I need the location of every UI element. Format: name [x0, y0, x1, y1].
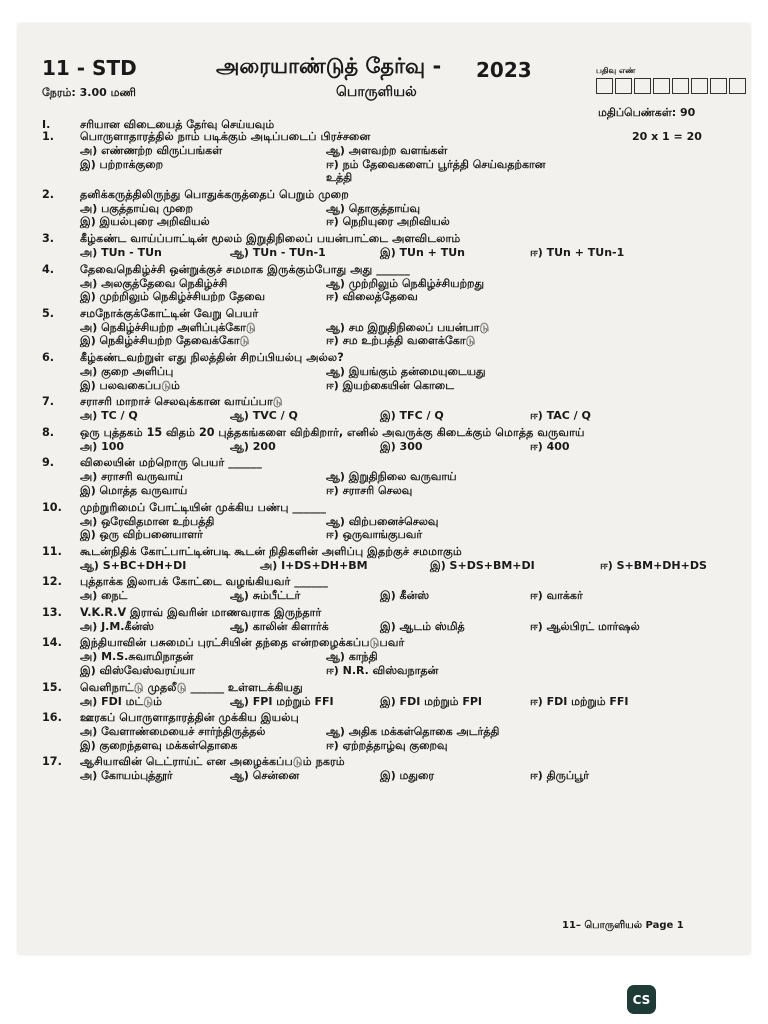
- question-item: [42, 575, 742, 603]
- question-text: கூடன்நிதிக் கோட்பாட்டின்படி கூடன் நிதிகளின் அளிப்பு இதற்குச் சமமாகும்: [80, 544, 462, 558]
- answer-option: அ) M.S.சுவாமிநாதன்: [80, 650, 194, 664]
- question-number: 12.: [42, 575, 62, 589]
- register-number-block: [596, 66, 748, 94]
- register-box: [653, 78, 670, 94]
- question-item: [42, 395, 742, 423]
- answer-option: இ) கீன்ஸ்: [380, 589, 430, 603]
- question-row: [42, 351, 742, 365]
- question-row: [42, 711, 742, 725]
- option-grid: [80, 246, 742, 260]
- answer-option: ஆ) TVC / Q: [230, 409, 298, 423]
- question-row: [42, 681, 742, 695]
- part-number: I.: [42, 118, 51, 131]
- answer-option: இ) இயல்புரை அறிவியல்: [80, 215, 210, 229]
- question-item: [42, 351, 742, 392]
- question-text: இந்தியாவின் பசுமைப் புரட்சியின் தந்தை என்றழைக்கப்படுபவர்: [80, 636, 405, 650]
- class-label: 11 - STD: [42, 56, 137, 80]
- option-grid: [80, 365, 742, 392]
- question-row: [42, 263, 742, 277]
- answer-option: ஈ) TAC / Q: [530, 409, 591, 423]
- question-number: 3.: [42, 231, 55, 245]
- question-item: [42, 606, 742, 634]
- answer-option: ஆ) தொகுத்தாய்வு: [326, 201, 420, 215]
- answer-option: ஆ) சென்னை: [230, 769, 300, 783]
- option-grid: [80, 277, 742, 304]
- answer-option: அ) நைட்: [80, 589, 128, 603]
- answer-option: ஈ) விலைத்தேவை: [326, 290, 418, 304]
- question-number: 13.: [42, 605, 62, 619]
- answer-option: அ) ஒரேவிதமான உற்பத்தி: [80, 514, 215, 528]
- question-text: வெளிநாட்டு முதலீடு ______ உள்ளடக்கியது: [80, 680, 303, 694]
- option-grid: [80, 650, 742, 677]
- question-row: [42, 545, 742, 559]
- answer-option: ஈ) N.R. விஸ்வநாதன்: [326, 664, 439, 678]
- answer-option: இ) FDI மற்றும் FPI: [380, 694, 483, 708]
- question-text: முற்றுரிமைப் போட்டியின் முக்கிய பண்பு ______: [80, 500, 326, 514]
- option-grid: [80, 589, 742, 603]
- answer-option: அ) குறை அளிப்பு: [80, 364, 174, 378]
- question-row: [42, 755, 742, 769]
- answer-option: இ) 300: [380, 439, 423, 453]
- answer-option: ஆ) விற்பனைச்செலவு: [326, 514, 439, 528]
- exam-paper: [18, 24, 750, 954]
- part-instruction: சரியான விடையைத் தேர்வு செய்யவும்: [80, 118, 275, 131]
- question-text: ஊரகப் பொருளாதாரத்தின் முக்கிய இயல்பு: [80, 711, 299, 725]
- answer-option: ஈ) இயற்கையின் கொடை: [326, 378, 454, 392]
- camscanner-logo-icon: CS: [627, 985, 656, 1014]
- answer-option: ஆ) சும்பீட்டர்: [230, 589, 301, 603]
- question-item: [42, 456, 742, 497]
- question-row: [42, 426, 742, 440]
- answer-option: அ) வேளாண்மையைச் சார்ந்திருத்தல்: [80, 725, 266, 739]
- exam-title: அரையாண்டுத் தேர்வு -: [216, 54, 442, 78]
- exam-year: 2023: [476, 58, 532, 82]
- option-grid: [80, 515, 742, 542]
- question-row: [42, 232, 742, 246]
- answer-option: ஈ) நம் தேவைகளைப் பூர்த்தி செய்வதற்கான உத்தி: [326, 157, 546, 185]
- question-item: [42, 232, 742, 260]
- question-row: [42, 636, 742, 650]
- question-text: புத்தாக்க இலாபக் கோட்டை வழங்கியவர் ______: [80, 575, 328, 589]
- option-grid: [80, 559, 742, 573]
- question-row: [42, 575, 742, 589]
- answer-option: ஈ) சம உற்பத்தி வளைக்கோடு: [326, 334, 476, 348]
- question-text: விலையின் மற்றொரு பெயர் ______: [80, 456, 262, 470]
- option-grid: [80, 725, 742, 752]
- question-list: [42, 130, 742, 786]
- question-number: 10.: [42, 500, 62, 514]
- answer-option: ஈ) நெறியுரை அறிவியல்: [326, 215, 450, 229]
- answer-option: இ) குறைந்தளவு மக்கள்தொகை: [80, 738, 238, 752]
- answer-option: ஆ) முற்றிலும் நெகிழ்ச்சியற்றது: [326, 276, 485, 290]
- question-row: [42, 130, 742, 144]
- answer-option: அ) J.M.கீன்ஸ்: [80, 619, 154, 633]
- option-grid: [80, 440, 742, 454]
- register-number-label: பதிவு எண்: [596, 66, 636, 75]
- answer-option: ஆ) S+BC+DH+DI: [80, 558, 187, 572]
- answer-option: அ) நெகிழ்ச்சியற்ற அளிப்புக்கோடு: [80, 320, 256, 334]
- question-number: 2.: [42, 187, 55, 201]
- answer-option: அ) எண்ணற்ற விருப்பங்கள்: [80, 144, 223, 157]
- answer-option: ஆ) அளவற்ற வளங்கள்: [326, 144, 448, 157]
- question-number: 8.: [42, 425, 55, 439]
- question-number: 17.: [42, 755, 62, 769]
- answer-option: ஆ) அதிக மக்கள்தொகை அடர்த்தி: [326, 725, 500, 739]
- answer-option: அ) பகுத்தாய்வு முறை: [80, 201, 193, 215]
- answer-option: அ) FDI மட்டும்: [80, 694, 162, 708]
- answer-option: இ) TFC / Q: [380, 409, 444, 423]
- part-score: 20 x 1 = 20: [632, 130, 702, 143]
- register-box: [615, 78, 632, 94]
- question-text: தனிக்கருத்திலிருந்து பொதுக்கருத்தைப் பெறும் முறை: [80, 187, 349, 201]
- answer-option: இ) மொத்த வருவாய்: [80, 483, 188, 497]
- question-item: [42, 636, 742, 677]
- question-text: ஒரு புத்தகம் 15 விதம் 20 புத்தகங்களை விற்கிறார், எனில் அவருக்கு கிடைக்கும் மொத்த வருவாய்: [80, 425, 585, 439]
- question-item: [42, 711, 742, 752]
- answer-option: ஈ) சராசரி செலவு: [326, 483, 413, 497]
- register-number-boxes: [596, 78, 748, 94]
- option-grid: [80, 144, 742, 185]
- question-number: 16.: [42, 711, 62, 725]
- question-number: 1.: [42, 130, 55, 143]
- answer-option: இ) நெகிழ்ச்சியற்ற தேவைக்கோடு: [80, 334, 250, 348]
- max-marks: மதிப்பெண்கள்: 90: [598, 106, 696, 119]
- answer-option: ஆ) இயங்கும் தன்மையுடையது: [326, 364, 486, 378]
- answer-option: ஈ) திருப்பூர்: [530, 769, 590, 783]
- exam-duration: நேரம்: 3.00 மணி: [42, 86, 136, 99]
- question-row: [42, 395, 742, 409]
- page-footer: 11– பொருளியல் Page 1: [562, 920, 684, 931]
- question-text: V.K.R.V இராவ் இவரின் மாணவராக இருந்தார்: [80, 605, 322, 619]
- question-item: [42, 426, 742, 454]
- register-box: [710, 78, 727, 94]
- option-grid: [80, 620, 742, 634]
- question-item: [42, 307, 742, 348]
- answer-option: ஆ) 200: [230, 439, 276, 453]
- question-text: கீழ்கண்டவற்றுள் எது நிலத்தின் சிறப்பியல்பு அல்ல?: [80, 350, 344, 364]
- answer-option: ஆ) இறுதிநிலை வருவாய்: [326, 470, 457, 484]
- option-grid: [80, 321, 742, 348]
- question-row: [42, 188, 742, 202]
- option-grid: [80, 769, 742, 783]
- answer-option: அ) அலகுத்தேவை நெகிழ்ச்சி: [80, 276, 228, 290]
- answer-option: இ) விஸ்வேஸ்வரய்யா: [80, 664, 195, 678]
- question-number: 11.: [42, 544, 62, 558]
- question-text: ஆசியாவின் டெட்ராய்ட் என அழைக்கப்படும் நகரம்: [80, 755, 345, 769]
- question-text: கீழ்கண்ட வாய்ப்பாட்டின் மூலம் இறுதிநிலைப் பயன்பாட்டை அளவிடலாம்: [80, 231, 461, 245]
- answer-option: அ) TC / Q: [80, 409, 138, 423]
- question-number: 9.: [42, 456, 55, 470]
- question-text: சராசரி மாறாச் செலவுக்கான வாய்ப்பாடு: [80, 395, 283, 409]
- answer-option: இ) மதுரை: [380, 769, 435, 783]
- answer-option: ஈ) FDI மற்றும் FFI: [530, 694, 629, 708]
- answer-option: ஆ) TUn - TUn-1: [230, 245, 326, 259]
- answer-option: ஈ) வாக்கர்: [530, 589, 583, 603]
- question-number: 14.: [42, 636, 62, 650]
- answer-option: ஈ) ஆல்பிரட் மார்ஷல்: [530, 619, 640, 633]
- question-item: [42, 681, 742, 709]
- question-text: தேவைநெகிழ்ச்சி ஒன்றுக்குச் சமமாக இருக்கும்போது அது ______: [80, 262, 410, 276]
- question-number: 5.: [42, 306, 55, 320]
- question-number: 15.: [42, 680, 62, 694]
- question-item: [42, 130, 742, 185]
- answer-option: ஆ) காலின் கிளார்க்: [230, 619, 329, 633]
- register-box: [596, 78, 613, 94]
- option-grid: [80, 695, 742, 709]
- question-row: [42, 456, 742, 470]
- answer-option: ஈ) TUn + TUn-1: [530, 245, 625, 259]
- answer-option: இ) TUn + TUn: [380, 245, 465, 259]
- answer-option: இ) பற்றாக்குறை: [80, 157, 164, 171]
- answer-option: ஈ) 400: [530, 439, 570, 453]
- question-number: 6.: [42, 350, 55, 364]
- answer-option: இ) ஒரு விற்பனையாளர்: [80, 528, 203, 542]
- answer-option: ஆ) காந்தி: [326, 650, 378, 664]
- answer-option: அ) TUn - TUn: [80, 245, 162, 259]
- answer-option: இ) S+DS+BM+DI: [430, 558, 535, 572]
- answer-option: ஈ) S+BM+DH+DS: [600, 558, 707, 572]
- question-row: [42, 606, 742, 620]
- answer-option: ஈ) ஏற்றத்தாழ்வு குறைவு: [326, 738, 448, 752]
- question-item: [42, 501, 742, 542]
- question-item: [42, 263, 742, 304]
- register-box: [634, 78, 651, 94]
- answer-option: இ) ஆடம் ஸ்மித்: [380, 619, 465, 633]
- register-box: [672, 78, 689, 94]
- answer-option: அ) 100: [80, 439, 125, 453]
- option-grid: [80, 202, 742, 229]
- option-grid: [80, 409, 742, 423]
- answer-option: அ) I+DS+DH+BM: [260, 558, 368, 572]
- question-text: சமநோக்குக்கோட்டின் வேறு பெயர்: [80, 306, 259, 320]
- question-item: [42, 188, 742, 229]
- question-number: 4.: [42, 262, 55, 276]
- answer-option: ஈ) ஒருவாங்குபவர்: [326, 528, 423, 542]
- subject-title: பொருளியல்: [336, 84, 417, 100]
- question-text: பொருளாதாரத்தில் நாம் படிக்கும் அடிப்படைப் பிரச்சனை: [80, 130, 371, 143]
- question-number: 7.: [42, 395, 55, 409]
- option-grid: [80, 470, 742, 497]
- question-row: [42, 307, 742, 321]
- question-item: [42, 545, 742, 573]
- answer-option: ஆ) FPI மற்றும் FFI: [230, 694, 334, 708]
- answer-option: அ) சராசரி வருவாய்: [80, 470, 183, 484]
- answer-option: அ) கோயம்புத்தூர்: [80, 769, 173, 783]
- register-box: [691, 78, 708, 94]
- answer-option: இ) பலவகைப்படும்: [80, 378, 180, 392]
- answer-option: ஆ) சம இறுதிநிலைப் பயன்பாடு: [326, 320, 490, 334]
- question-row: [42, 501, 742, 515]
- answer-option: இ) முற்றிலும் நெகிழ்ச்சியற்ற தேவை: [80, 290, 266, 304]
- question-item: [42, 755, 742, 783]
- register-box: [729, 78, 746, 94]
